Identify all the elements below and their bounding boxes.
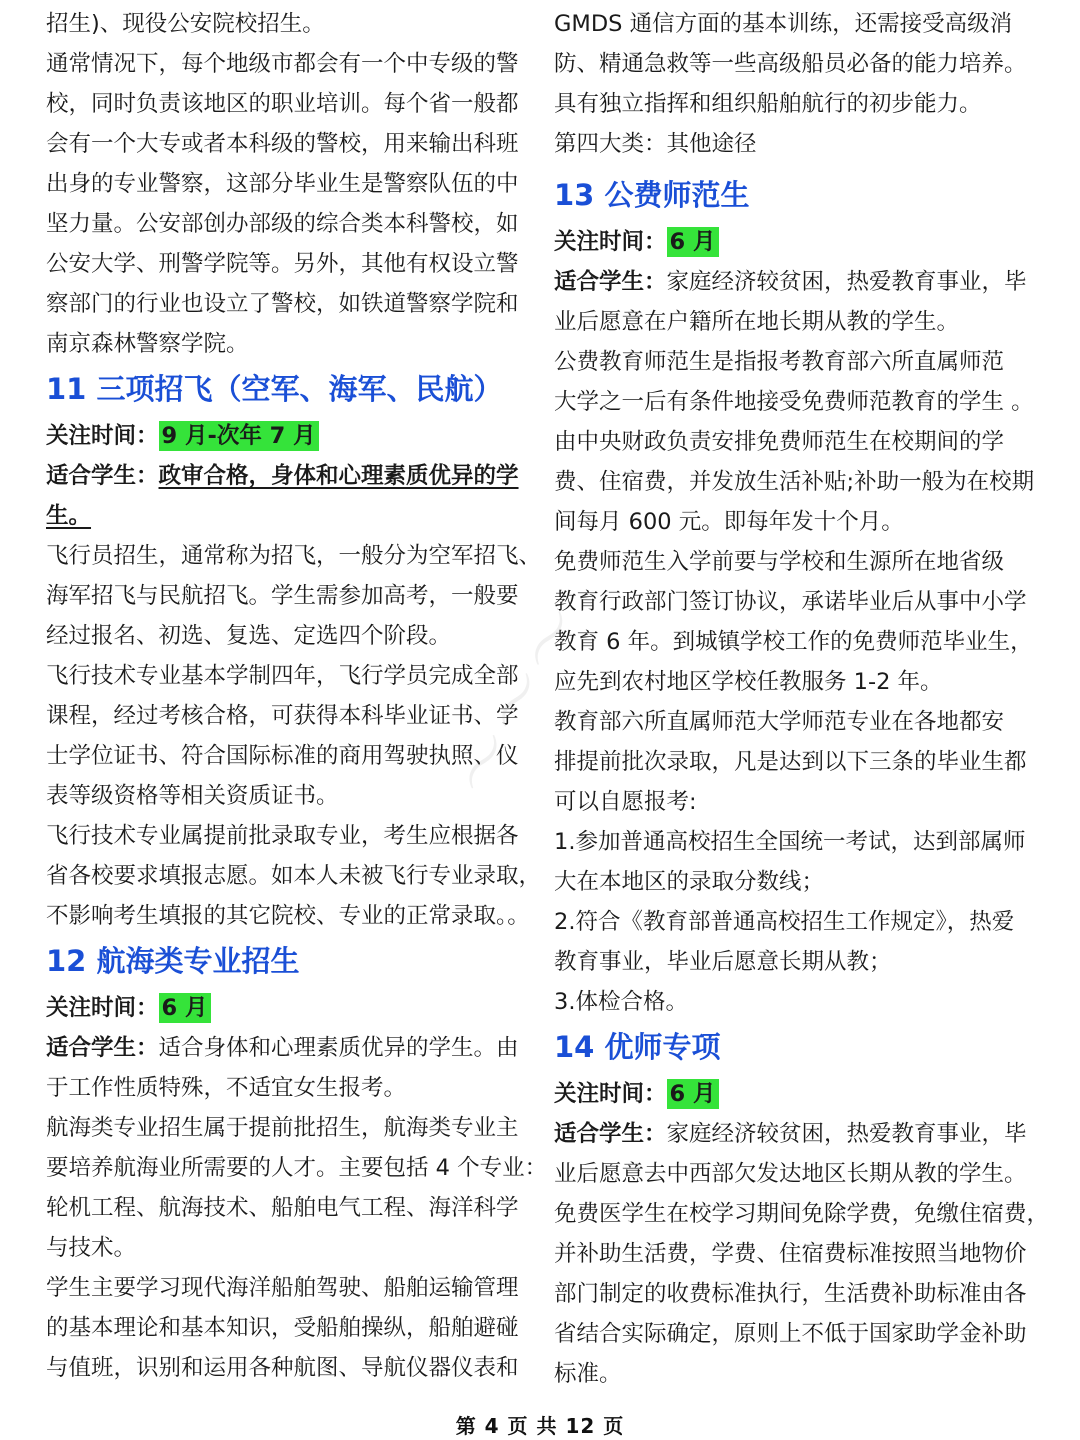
section-11-title: 11 三项招飞（空军、海军、民航） [46, 372, 503, 406]
text-line: 业后愿意去中西部欠发达地区长期从教的学生。 [554, 1161, 1027, 1187]
text-line: 飞行技术专业属提前批录取专业，考生应根据各 [46, 823, 519, 849]
time-label: 关注时间： [46, 995, 159, 1021]
time-value-badge: 6 月 [667, 227, 719, 257]
section-14-title: 14 优师专项 [554, 1030, 721, 1064]
student-label: 适合学生： [46, 1035, 159, 1061]
text-line: 课程，经过考核合格，可获得本科毕业证书、学 [46, 703, 519, 729]
text-line: 大在本地区的录取分数线； [554, 869, 825, 895]
section-13-student-row [554, 262, 1044, 302]
text-line: 间每月 600 元。即每年发十个月。 [554, 509, 904, 535]
text-line: 士学位证书、符合国际标准的商用驾驶执照、仪 [46, 743, 519, 769]
text-line: 不影响考生填报的其它院校、专业的正常录取。。 [46, 903, 530, 929]
text-line: 航海类专业招生属于提前批招生，航海类专业主 [46, 1115, 519, 1141]
text-line: 标准。 [554, 1361, 622, 1387]
text-line: 海军招飞与民航招飞。学生需参加高考，一般要 [46, 583, 519, 609]
text-line: 排提前批次录取，凡是达到以下三条的毕业生都 [554, 749, 1027, 775]
text-line: 经过报名、初选、复选、定选四个阶段。 [46, 623, 452, 649]
text-line: 大学之一后有条件地接受免费师范教育的学生 。 [554, 389, 1034, 415]
time-value-badge: 9 月-次年 7 月 [159, 421, 319, 451]
student-value: 家庭经济较贫困，热爱教育事业，毕 [666, 1121, 1027, 1147]
section-11-student-row-cont [46, 496, 528, 536]
text-line: 并补助生活费，学费、住宿费标准按照当地物价 [554, 1241, 1027, 1267]
text-line: 1.参加普通高校招生全国统一考试，达到部属师 [554, 829, 1026, 855]
text-line: 省结合实际确定，原则上不低于国家助学金补助 [554, 1321, 1027, 1347]
text-line: GMDS 通信方面的基本训练，还需接受高级消 [554, 11, 1013, 37]
text-line: 由中央财政负责安排免费师范生在校期间的学 [554, 429, 1005, 455]
text-line: 省各校要求填报志愿。如本人未被飞行专业录取， [46, 863, 542, 889]
time-label: 关注时间： [554, 229, 667, 255]
text-line: 免费师范生入学前要与学校和生源所在地省级 [554, 549, 1005, 575]
student-label: 适合学生： [46, 463, 159, 489]
left-column [46, 4, 548, 1388]
text-line: 应先到农村地区学校任教服务 1-2 年。 [554, 669, 943, 695]
text-line: 具有独立指挥和组织船舶航行的初步能力。 [554, 91, 982, 117]
right-intro [554, 4, 1044, 164]
time-label: 关注时间： [46, 423, 159, 449]
text-line: 3.体检合格。 [554, 989, 688, 1015]
right-column [554, 4, 1050, 1394]
section-12-body [46, 1068, 548, 1388]
text-line: 可以自愿报考: [554, 789, 697, 815]
student-label: 适合学生： [554, 1121, 667, 1147]
text-line: 与技术。 [46, 1235, 137, 1261]
text-line: 的基本理论和基本知识，受船舶操纵，船舶避碰 [46, 1315, 519, 1341]
time-value-badge: 6 月 [159, 993, 211, 1023]
student-value: 适合身体和心理素质优异的学生。由 [158, 1035, 519, 1061]
text-line: 公费教育师范生是指报考教育部六所直属师范 [554, 349, 1005, 375]
section-14-time-row [554, 1074, 1044, 1114]
left-intro [46, 4, 528, 364]
section-13-body [554, 302, 1044, 1022]
section-14-body [554, 1154, 1050, 1394]
text-line: 南京森林警察学院。 [46, 331, 249, 357]
text-line: 轮机工程、航海技术、船舶电气工程、海洋科学 [46, 1195, 519, 1221]
text-line: 第四大类：其他途径 [554, 131, 757, 157]
time-value-badge: 6 月 [667, 1079, 719, 1109]
text-line: 防、精通急救等一些高级船员必备的能力培养。 [554, 51, 1027, 77]
text-line: 校，同时负责该地区的职业培训。每个省一般都 [46, 91, 519, 117]
text-line: 费、住宿费，并发放生活补贴;补助一般为在校期 [554, 469, 1035, 495]
watermark: ～～～ [438, 588, 603, 809]
text-line: 招生)、现役公安院校招生。 [46, 11, 325, 37]
text-line: 于工作性质特殊，不适宜女生报考。 [46, 1075, 407, 1101]
section-13-title: 13 公费师范生 [554, 178, 750, 212]
text-line: 教育 6 年。到城镇学校工作的免费师范毕业生， [554, 629, 1033, 655]
section-12-title: 12 航海类专业招生 [46, 944, 300, 978]
text-line: 教育事业，毕业后愿意长期从教； [554, 949, 892, 975]
text-line: 教育部六所直属师范大学师范专业在各地都安 [554, 709, 1005, 735]
page-footer: 第 4 页 共 12 页 [455, 1414, 625, 1438]
text-line: 教育行政部门签订协议，承诺毕业后从事中小学 [554, 589, 1027, 615]
text-line: 表等级资格等相关资质证书。 [46, 783, 339, 809]
student-value-cont: 生。 [46, 503, 92, 529]
text-line: 2.符合《教育部普通高校招生工作规定》，热爱 [554, 909, 1015, 935]
student-label: 适合学生： [554, 269, 667, 295]
section-12-time-row [46, 988, 528, 1028]
text-line: 察部门的行业也设立了警校，如铁道警察学院和 [46, 291, 519, 317]
text-line: 通常情况下，每个地级市都会有一个中专级的警 [46, 51, 519, 77]
text-line: 坚力量。公安部创办部级的综合类本科警校，如 [46, 211, 519, 237]
section-11-student-row [46, 456, 528, 496]
text-line: 要培养航海业所需要的人才。主要包括 4 个专业： [46, 1155, 548, 1181]
section-12-student-row [46, 1028, 528, 1068]
text-line: 飞行技术专业基本学制四年，飞行学员完成全部 [46, 663, 519, 689]
text-line: 与值班，识别和运用各种航图、导航仪器仪表和 [46, 1355, 519, 1381]
text-line: 部门制定的收费标准执行，生活费补助标准由各 [554, 1281, 1027, 1307]
section-11-time-row [46, 416, 528, 456]
text-line: 出身的专业警察，这部分毕业生是警察队伍的中 [46, 171, 519, 197]
student-value: 政审合格，身体和心理素质优异的学 [158, 463, 519, 489]
section-11-body [46, 536, 542, 936]
section-13-time-row [554, 222, 1044, 262]
time-label: 关注时间： [554, 1081, 667, 1107]
text-line: 学生主要学习现代海洋船舶驾驶、船舶运输管理 [46, 1275, 519, 1301]
text-line: 免费医学生在校学习期间免除学费，免缴住宿费， [554, 1201, 1050, 1227]
section-14-student-row [554, 1114, 1044, 1154]
student-value: 家庭经济较贫困，热爱教育事业，毕 [666, 269, 1027, 295]
text-line: 会有一个大专或者本科级的警校，用来输出科班 [46, 131, 519, 157]
text-line: 飞行员招生，通常称为招飞，一般分为空军招飞、 [46, 543, 542, 569]
text-line: 公安大学、刑警学院等。另外，其他有权设立警 [46, 251, 519, 277]
text-line: 业后愿意在户籍所在地长期从教的学生。 [554, 309, 960, 335]
